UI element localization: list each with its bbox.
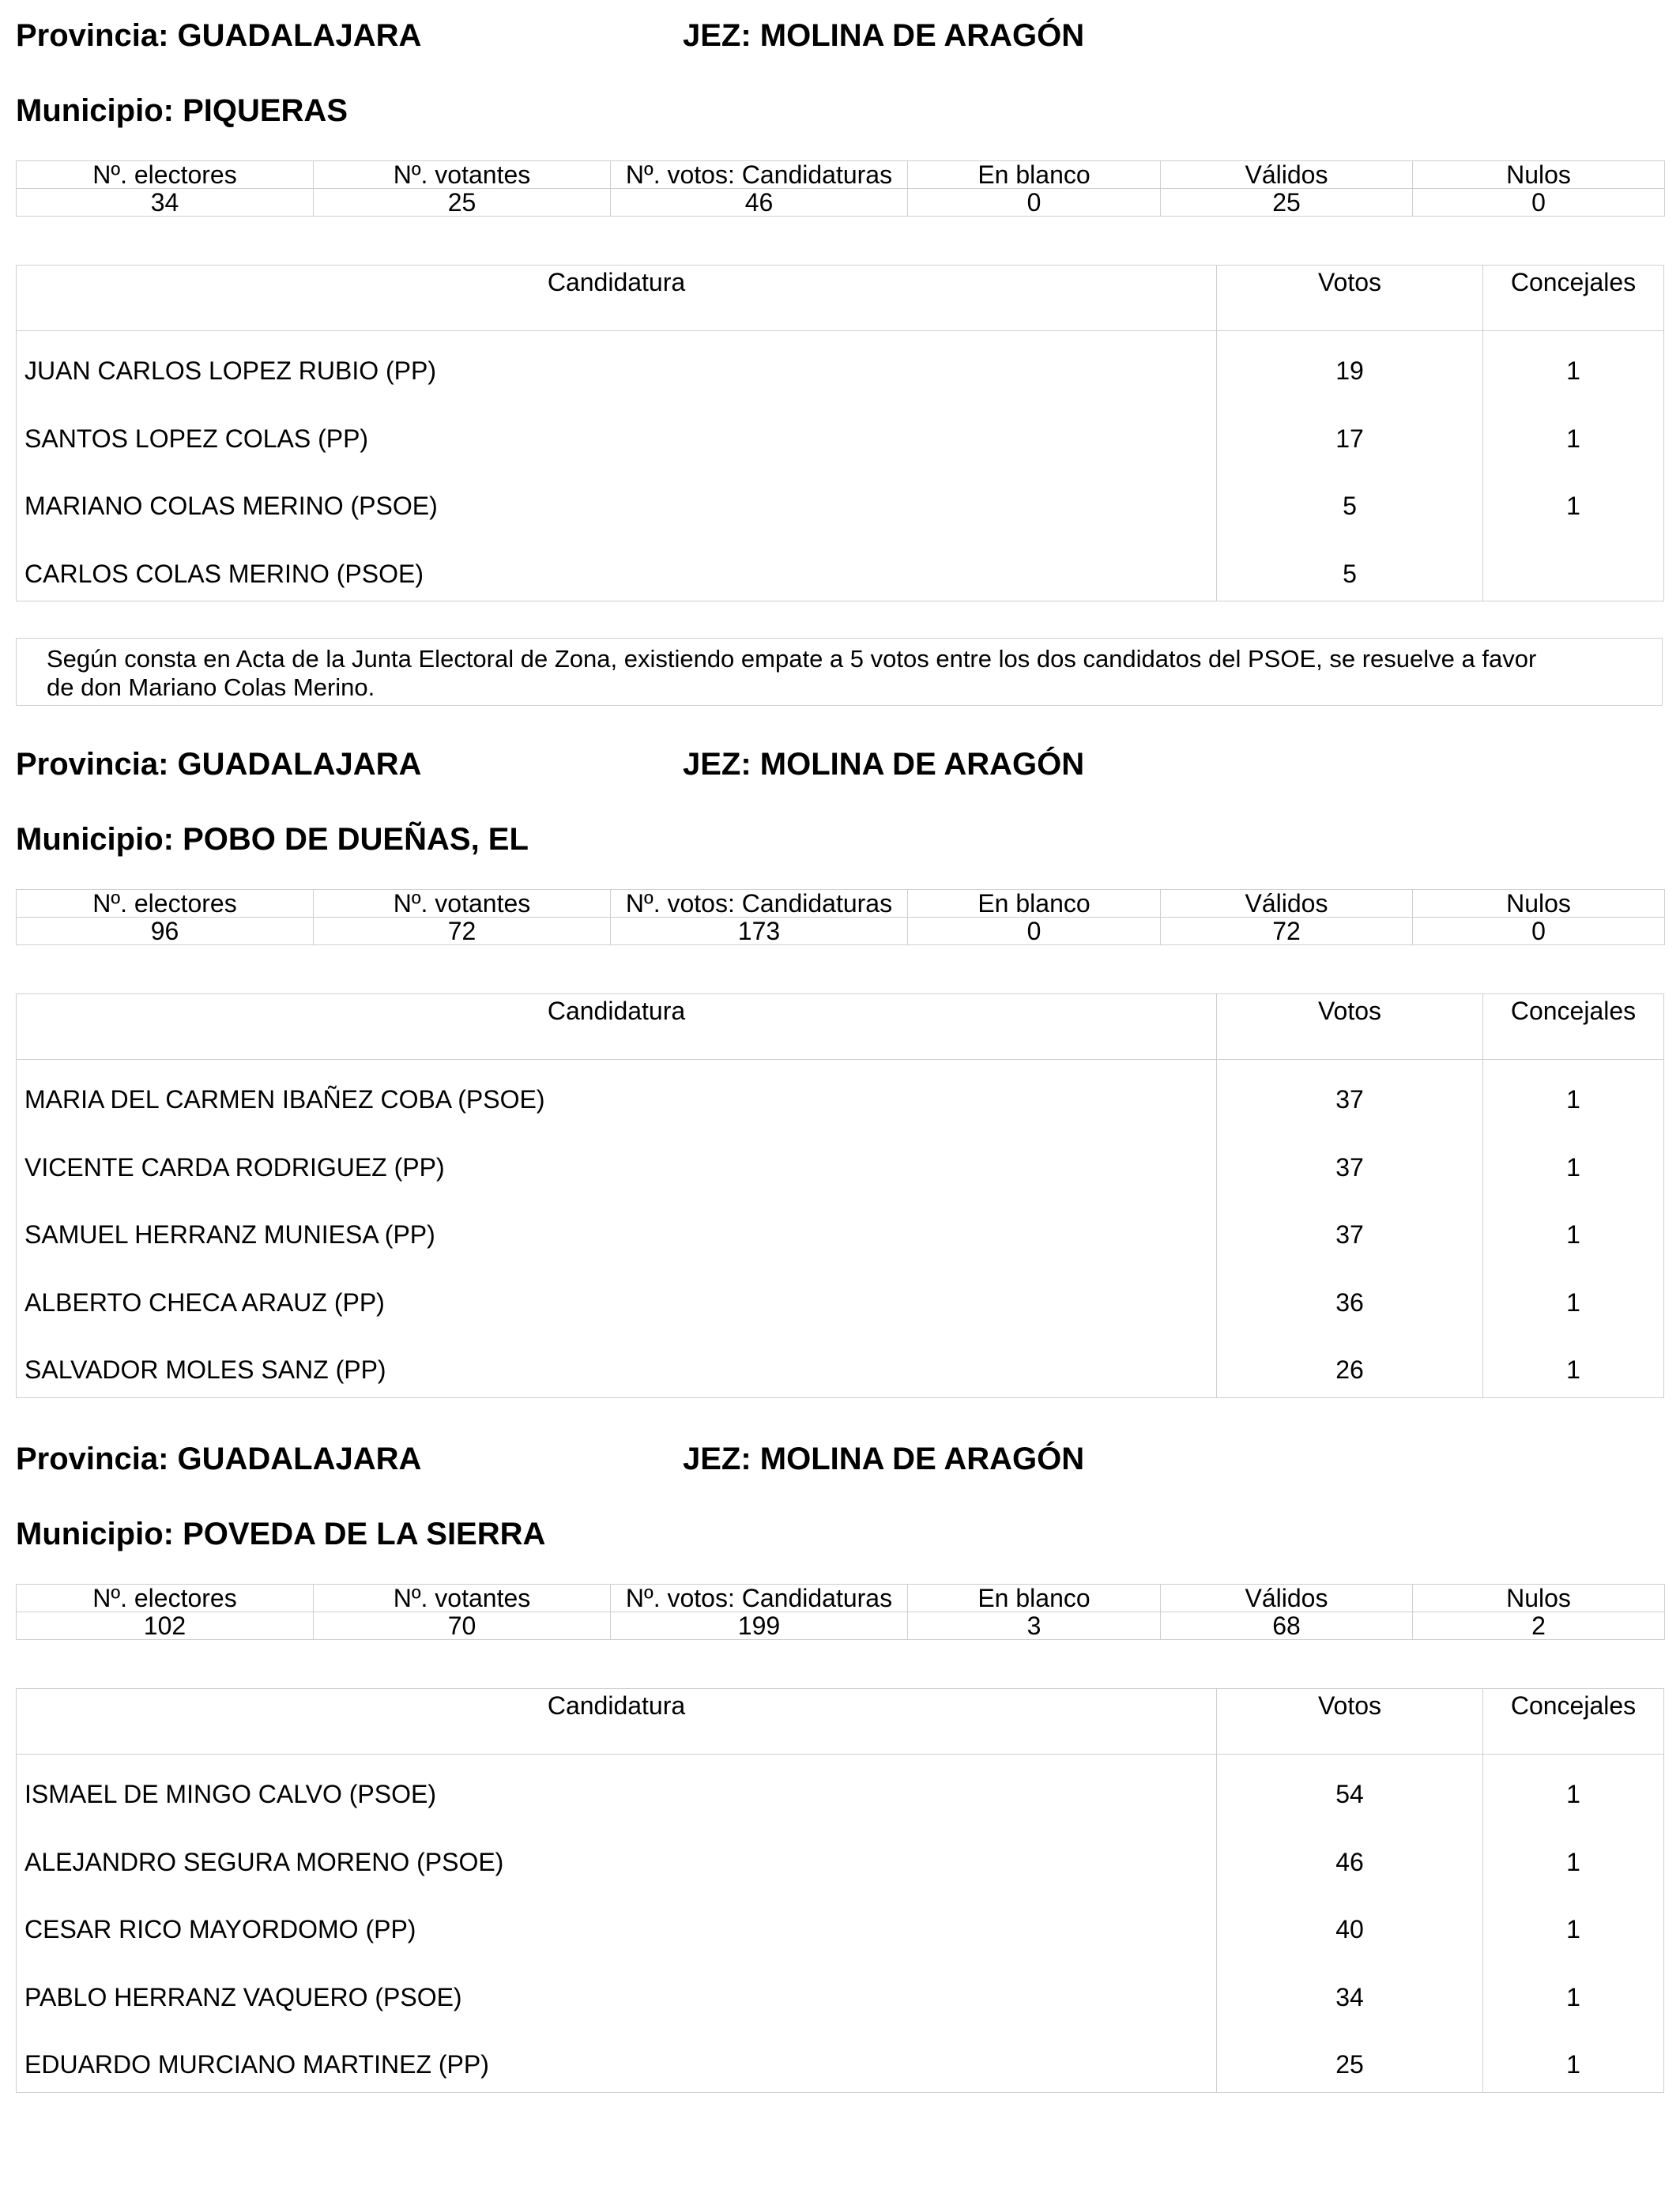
candidate-name: JUAN CARLOS LOPEZ RUBIO (PP) [24,356,436,385]
stats-header-row [17,1585,1665,1612]
municipio-heading: Municipio: PIQUERAS [16,93,348,128]
candidate-votes: 37 [1335,1085,1364,1114]
stat-value: 199 [611,1612,908,1640]
stat-value: 34 [17,189,314,217]
candidate-name: MARIA DEL CARMEN IBAÑEZ COBA (PSOE) [24,1085,545,1114]
candidate-name: CARLOS COLAS MERINO (PSOE) [24,559,424,588]
stat-value: 96 [17,918,314,945]
candidate-name: CESAR RICO MAYORDOMO (PP) [24,1915,416,1943]
stat-header: Nº. electores [17,890,314,918]
candidates-header-row [17,994,1663,1060]
candidate-votes: 5 [1343,559,1357,588]
candidate-name: ALBERTO CHECA ARAUZ (PP) [24,1287,385,1317]
concejales-header: Concejales [1510,268,1637,296]
votos-header: Votos [1317,997,1382,1025]
candidate-name: SAMUEL HERRANZ MUNIESA (PP) [24,1220,435,1249]
candidate-votes: 40 [1335,1915,1364,1943]
candidate-name: MARIANO COLAS MERINO (PSOE) [24,492,438,520]
table-row [17,1958,1663,2026]
stat-header: Nº. votos: Candidaturas [611,161,908,189]
stat-header: En blanco [908,161,1161,189]
candidate-votes: 19 [1335,356,1364,385]
table-row [17,1195,1663,1263]
table-row [17,399,1663,467]
table-row [17,534,1663,602]
stat-header: Nº. votantes [314,161,611,189]
concejales-header: Concejales [1510,1691,1637,1720]
table-row [17,331,1663,399]
jez-heading: JEZ: MOLINA DE ARAGÓN [683,18,1085,53]
stat-value: 25 [1161,189,1413,217]
stat-value: 2 [1413,1612,1665,1640]
candidates-table [16,1688,1664,2093]
candidate-concejales: 1 [1566,1355,1580,1384]
candidate-concejales: 1 [1566,1287,1580,1317]
candidatura-header: Candidatura [547,1691,686,1720]
stat-value: 102 [17,1612,314,1640]
stat-value: 0 [908,189,1161,217]
stat-value: 0 [1413,918,1665,945]
table-row [17,1823,1663,1891]
candidate-votes: 5 [1343,492,1357,520]
candidates-header-row [17,266,1663,331]
stat-header: Válidos [1161,1585,1413,1612]
municipio-heading: Municipio: POBO DE DUEÑAS, EL [16,822,529,857]
table-row [17,1128,1663,1196]
provincia-heading: Provincia: GUADALAJARA [16,1442,422,1476]
stats-value-row [17,189,1665,217]
candidatura-header: Candidatura [547,268,686,296]
stats-header-row [17,161,1665,189]
candidate-concejales: 1 [1566,356,1580,385]
votos-header: Votos [1317,268,1382,296]
table-row [17,1755,1663,1823]
stats-table [16,160,1665,217]
stat-header: En blanco [908,890,1161,918]
candidate-votes: 36 [1335,1287,1364,1317]
candidate-concejales: 1 [1566,424,1580,453]
candidate-name: EDUARDO MURCIANO MARTINEZ (PP) [24,2050,489,2079]
provincia-heading: Provincia: GUADALAJARA [16,747,422,782]
stat-header: Válidos [1161,161,1413,189]
stat-header: Nº. electores [17,161,314,189]
stat-header: Nº. electores [17,1585,314,1612]
stat-header: Nº. votantes [314,1585,611,1612]
stat-header: Válidos [1161,890,1413,918]
candidate-votes: 25 [1335,2050,1364,2079]
provincia-heading: Provincia: GUADALAJARA [16,18,422,53]
stat-header: Nº. votantes [314,890,611,918]
votos-header: Votos [1317,1691,1382,1720]
stat-value: 0 [908,918,1161,945]
stat-header: Nº. votos: Candidaturas [611,890,908,918]
candidate-votes: 37 [1335,1152,1364,1182]
tie-note-line: de don Mariano Colas Merino. [47,673,375,701]
stat-value: 72 [314,918,611,945]
tie-note [16,638,1663,706]
candidates-header-row [17,1689,1663,1755]
stat-value: 68 [1161,1612,1413,1640]
candidate-name: VICENTE CARDA RODRIGUEZ (PP) [24,1152,445,1182]
candidate-concejales: 1 [1566,1847,1580,1876]
stat-value: 173 [611,918,908,945]
candidate-name: ALEJANDRO SEGURA MORENO (PSOE) [24,1847,504,1876]
stats-value-row [17,918,1665,945]
stats-table [16,889,1665,945]
table-row [17,466,1663,534]
table-row [17,1330,1663,1398]
candidate-concejales: 1 [1566,1915,1580,1943]
tie-note-line: Según consta en Acta de la Junta Electoral de Zona, existiendo empate a 5 votos entre los dos candidatos del PSOE, se resuelve a favor [47,645,1537,673]
stat-header: Nulos [1413,1585,1665,1612]
candidate-concejales: 1 [1566,2050,1580,2079]
candidate-name: SANTOS LOPEZ COLAS (PP) [24,424,369,453]
stat-value: 0 [1413,189,1665,217]
stat-header: Nulos [1413,890,1665,918]
stats-table [16,1584,1665,1640]
candidates-table [16,993,1664,1398]
stats-header-row [17,890,1665,918]
stat-value: 46 [611,189,908,217]
table-row [17,2025,1663,2093]
stat-value: 70 [314,1612,611,1640]
candidate-concejales: 1 [1566,1220,1580,1249]
candidate-concejales: 1 [1566,1982,1580,2011]
candidate-votes: 17 [1335,424,1364,453]
candidate-concejales: 1 [1566,1085,1580,1114]
candidate-votes: 46 [1335,1847,1364,1876]
candidate-votes: 34 [1335,1982,1364,2011]
municipio-heading: Municipio: POVEDA DE LA SIERRA [16,1517,546,1551]
table-row [17,1060,1663,1128]
candidate-votes: 26 [1335,1355,1364,1384]
candidate-concejales: 1 [1566,1152,1580,1182]
table-row [17,1263,1663,1331]
jez-heading: JEZ: MOLINA DE ARAGÓN [683,1442,1085,1476]
candidate-concejales: 1 [1566,492,1580,520]
stat-value: 72 [1161,918,1413,945]
stats-value-row [17,1612,1665,1640]
candidate-concejales: 1 [1566,1780,1580,1808]
candidate-votes: 54 [1335,1780,1364,1808]
candidates-table [16,265,1664,601]
stat-header: En blanco [908,1585,1161,1612]
stat-header: Nulos [1413,161,1665,189]
candidate-name: ISMAEL DE MINGO CALVO (PSOE) [24,1780,436,1808]
stat-header: Nº. votos: Candidaturas [611,1585,908,1612]
stat-value: 25 [314,189,611,217]
jez-heading: JEZ: MOLINA DE ARAGÓN [683,747,1085,782]
stat-value: 3 [908,1612,1161,1640]
candidate-votes: 37 [1335,1220,1364,1249]
table-row [17,1890,1663,1958]
concejales-header: Concejales [1510,997,1637,1025]
candidate-name: SALVADOR MOLES SANZ (PP) [24,1355,386,1384]
candidatura-header: Candidatura [547,997,686,1025]
candidate-name: PABLO HERRANZ VAQUERO (PSOE) [24,1982,462,2011]
